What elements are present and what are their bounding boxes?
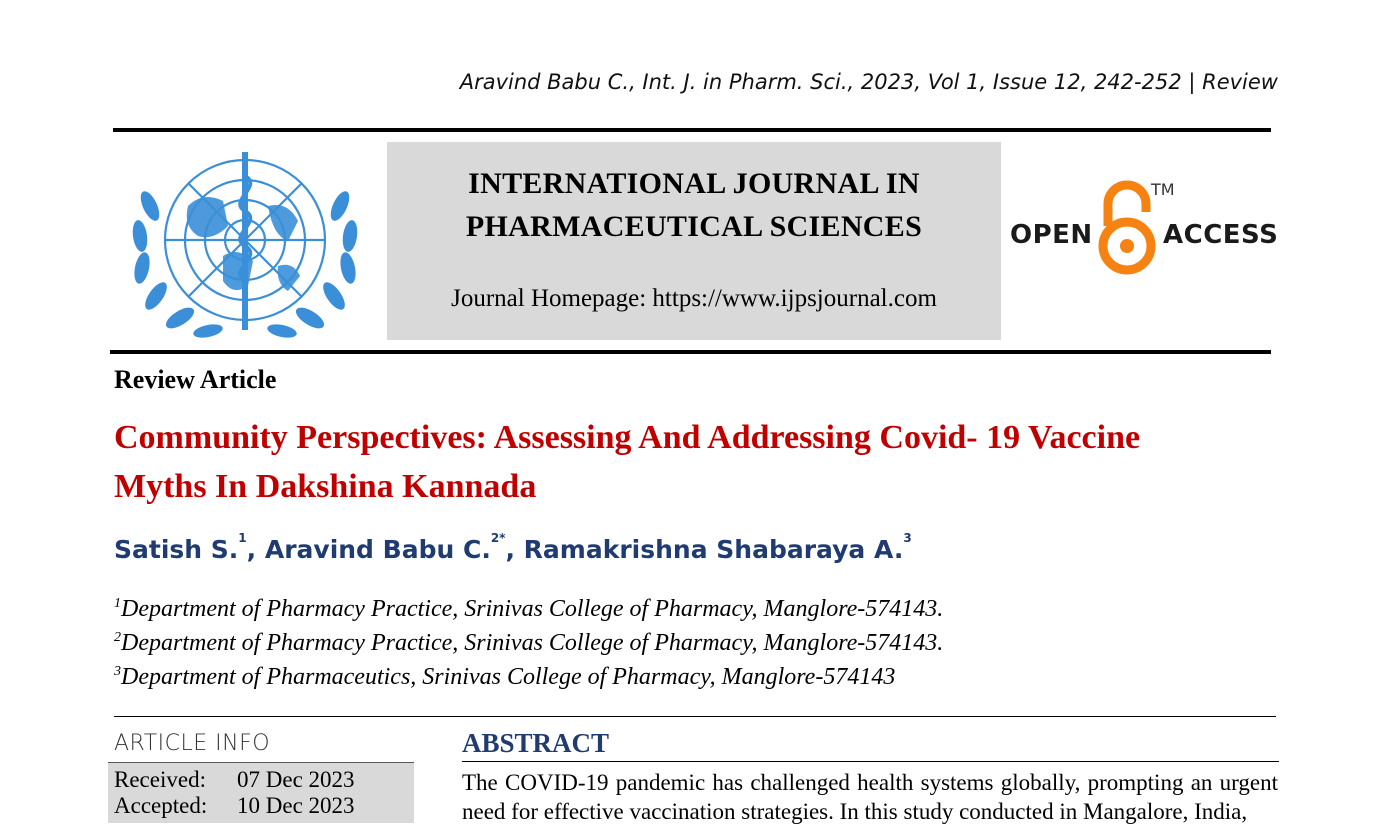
accepted-row xyxy=(114,793,355,819)
abstract-heading: ABSTRACT xyxy=(462,728,610,758)
top-rule xyxy=(113,128,1271,132)
author-affiliation-mark: 3 xyxy=(903,531,912,545)
journal-homepage-link[interactable]: Journal Homepage: https://www.ijpsjournal.com xyxy=(451,285,937,312)
un-emblem-icon xyxy=(128,146,362,342)
author-separator: , xyxy=(246,535,265,564)
abstract-rule xyxy=(462,761,1279,762)
article-info-box xyxy=(108,762,414,823)
affiliation-2 xyxy=(114,630,943,657)
affiliation-mark: 3 xyxy=(114,664,121,679)
article-title-line1: Community Perspectives: Assessing And Addressing Covid- 19 Vaccine xyxy=(114,419,1141,456)
received-row xyxy=(114,767,355,793)
article-title-line2: Myths In Dakshina Kannada xyxy=(114,468,537,505)
author-affiliation-mark: 2* xyxy=(490,531,506,545)
affiliation-mark: 2 xyxy=(114,630,121,645)
author-list xyxy=(114,531,912,564)
open-access-lock-icon xyxy=(1096,178,1158,276)
article-info-heading: ARTICLE INFO xyxy=(114,731,271,756)
running-header: Aravind Babu C., Int. J. in Pharm. Sci., 2023, Vol 1, Issue 12, 242-252 | Review xyxy=(459,70,1278,94)
affiliation-3 xyxy=(114,664,895,691)
affiliation-text: Department of Pharmaceutics, Srinivas College of Pharmacy, Manglore-574143 xyxy=(121,664,896,690)
affiliation-text: Department of Pharmacy Practice, Srinivas College of Pharmacy, Manglore-574143. xyxy=(121,630,944,656)
open-access-access-text: ACCESS xyxy=(1163,220,1279,250)
affiliation-mark: 1 xyxy=(114,596,121,611)
journal-name-line1: INTERNATIONAL JOURNAL IN xyxy=(468,167,920,200)
received-label: Received: xyxy=(114,767,206,792)
author-separator: , xyxy=(505,535,524,564)
section-divider xyxy=(114,716,1276,717)
article-type: Review Article xyxy=(114,365,277,394)
author-affiliation-mark: 1 xyxy=(238,531,247,545)
open-access-open-text: OPEN xyxy=(1010,220,1093,250)
author-name[interactable]: Aravind Babu C. xyxy=(264,535,491,564)
accepted-label: Accepted: xyxy=(114,793,208,818)
banner-bottom-rule xyxy=(110,350,1271,354)
accepted-date: 10 Dec 2023 xyxy=(237,793,355,818)
affiliation-text: Department of Pharmacy Practice, Srinivas College of Pharmacy, Manglore-574143. xyxy=(121,596,944,622)
author-name[interactable]: Satish S. xyxy=(114,535,239,564)
open-access-trademark: TM xyxy=(1151,180,1175,199)
affiliation-1 xyxy=(114,596,943,623)
journal-banner xyxy=(387,142,1001,340)
article-title xyxy=(114,413,1284,511)
author-name[interactable]: Ramakrishna Shabaraya A. xyxy=(523,535,904,564)
received-date: 07 Dec 2023 xyxy=(237,767,355,792)
journal-name-line2: PHARMACEUTICAL SCIENCES xyxy=(465,210,923,243)
journal-name xyxy=(387,162,1001,248)
abstract-text: The COVID-19 pandemic has challenged health systems globally, prompting an urgent need for effective vaccination strategies. In this study conducted in Mangalore, India, xyxy=(462,770,1278,824)
